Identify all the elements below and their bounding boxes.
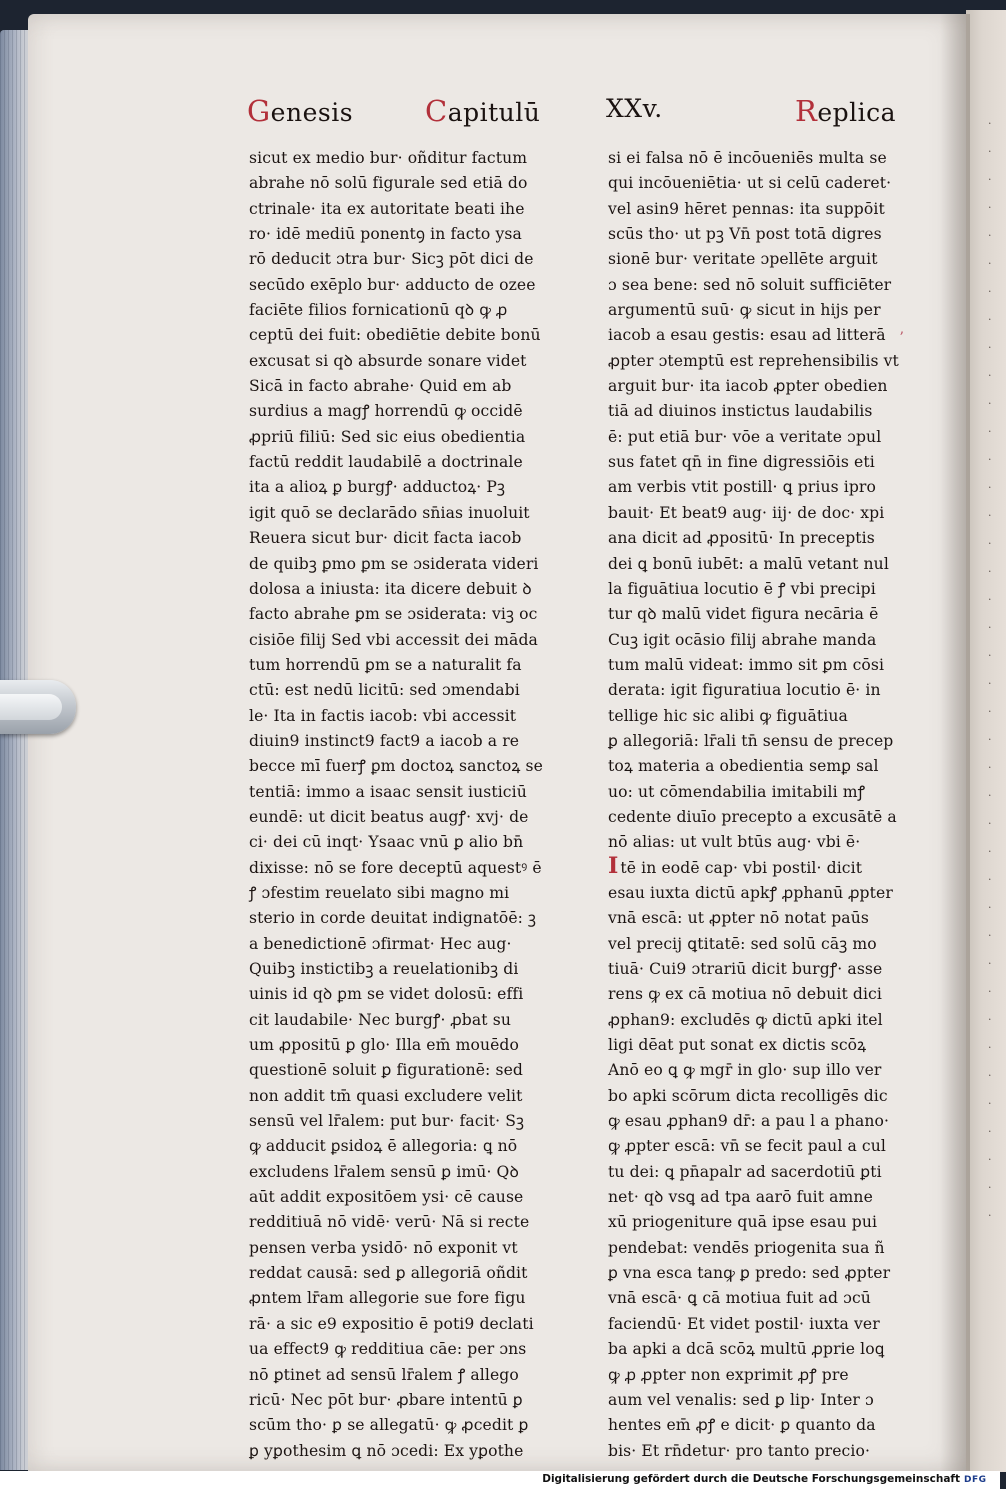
text-line: dixisse: nō se fore deceptū aquestꝰ ē [249, 858, 542, 877]
text-line: ci· dei cū inqt· Ysaac vnū ꝑ alio bn̄ [249, 833, 524, 852]
running-head-left [247, 94, 353, 134]
text-line: dolosa a iniusta: ita dicere debuit ꝺ [249, 579, 532, 598]
text-line: tur qꝺ malū videt figura necāria ē [608, 605, 879, 624]
running-head-center-text: Capitulū [425, 94, 541, 128]
text-line: esau iuxta dictū apkꝭ ꝓphanū ꝓpter [608, 883, 893, 902]
text-line: redditiuā nō vidē· verū· Nā si recte [249, 1213, 530, 1232]
text-line: vnā escā: ut ꝓpter nō notat paūs [608, 909, 869, 928]
text-line: ua effect9 ꝙ redditiua cāe: per ɔns [249, 1340, 527, 1359]
text-line: reddat causā: sed ꝑ allegoriā oñdit [249, 1264, 528, 1283]
text-line: cisiōe filij Sed vbi accessit dei māda [249, 630, 538, 649]
text-line: argumentū suū· ꝙ sicut in hijs per [608, 301, 881, 320]
right-text-column [608, 146, 898, 1464]
text-line: Sicā in facto abrahe· Quid em ab [249, 377, 512, 396]
text-line: am verbis vtit postill· ꝗ prius ipro [608, 478, 876, 497]
text-line: derata: igit figuratiua locutio ē· in [608, 681, 881, 700]
text-line: ro· idē mediū ponentꝯ in facto ysa [249, 225, 522, 244]
text-line: ricū· Nec pōt bur· ꝓbare intentū ꝑ [249, 1390, 523, 1409]
text-line: I tē in eodē cap· vbi postil· dicit [608, 852, 863, 879]
text-line: rens ꝙ ex cā motiua nō debuit dici [608, 985, 882, 1004]
adjoining-page-text-edge: · · · · · · · · · · · · · · · · · · · · · · · · · · · · · · · · · · · · · · · · [988, 117, 993, 1222]
text-line: ꝙ adducit ꝑsidoꝝ ē allegoria: ꝗ nō [249, 1137, 518, 1156]
text-line: tellige hic sic alibi ꝙ figuātiua [608, 706, 848, 725]
text-line: de quibꝫ ꝑmo ꝑm se ɔsiderata videri [249, 554, 539, 573]
running-head-chapter [606, 94, 663, 134]
text-line: sicut ex medio bur· oñditur factum [249, 149, 528, 167]
text-line: ita a alioꝝ ꝑ burgꝭ· adductoꝝ· Pꝫ [249, 478, 506, 497]
text-line: ana dicit ad ꝓpositū· In preceptis [608, 529, 875, 548]
running-head-right-text: Replica [795, 94, 897, 128]
text-line: tentiā: immo a isaac sensit iusticiū [249, 782, 527, 801]
text-line: scūs tho· ut pꝫ Vn̄ post totā digres [608, 225, 882, 244]
text-line: sionē bur· veritate ɔpellēte arguit [608, 250, 878, 269]
text-line: non addit tm̄ quasi excludere velit [249, 1086, 523, 1105]
text-line: sensū vel lr̄alem: put bur· facit· Sꝫ [249, 1112, 525, 1131]
text-line: ꝓphan9: excludēs ꝙ dictū apki itel [608, 1010, 883, 1029]
text-line: net· qꝺ vsꝗ ad tpa aarō fuit amne [608, 1188, 873, 1207]
text-line: secūdo exēplo bur· adducto de ozee [249, 275, 536, 294]
text-line: tum malū videat: immo sit ꝑm cōsi [608, 655, 885, 674]
text-line: aum vel venalis: sed ꝑ lip· Inter ɔ [608, 1390, 874, 1409]
running-head-left-text: Genesis [247, 94, 354, 128]
text-line: Quibꝫ instictibꝫ a reuelationibꝫ di [249, 960, 519, 978]
footer-credit: Digitalisierung gefördert durch die Deutsche Forschungsgemeinschaft [542, 1473, 960, 1485]
text-line: ꝭ ɔfestim reuelato sibi magno mi [249, 883, 510, 902]
text-line: ɔ sea bene: sed nō soluit sufficiēter [608, 275, 892, 294]
text-line: Anō eo ꝗ ꝙ mgr̄ in glo· sup illo ver [608, 1061, 882, 1080]
text-line: ctrinale· ita ex autoritate beati ihe [249, 199, 525, 218]
text-line: vel precij ꝗtitatē: sed solū cāꝫ mo [608, 934, 877, 953]
text-line: tum horrendū ꝑm se a naturalit fa [249, 655, 522, 674]
text-line: vel asin9 hēret pennas: ita suppōit [608, 199, 885, 218]
text-line: igit quō se declarādo sn̄ias inuoluit [249, 503, 530, 522]
chapter-number: XXv. [606, 94, 663, 123]
text-line: pendebat: vendēs priogenita sua ñ [608, 1238, 885, 1257]
text-line: le· Ita in factis iacob: vbi accessit [249, 706, 517, 725]
text-line: diuin9 instinct9 fact9 a iacob a re [249, 731, 520, 750]
running-head-center [425, 94, 540, 134]
adjoining-page [966, 10, 1006, 1472]
text-line: ꝙ ꝓ ꝓpter non exprimit ꝓꝭ pre [608, 1365, 849, 1384]
text-line: Cuꝫ igit ocāsio filij abrahe manda [608, 630, 877, 649]
text-line: xū priogeniture quā ipse esau pui [608, 1213, 878, 1232]
text-line: Reuera sicut bur· dicit facta iacob [249, 529, 522, 548]
text-line: ꝑ yꝑothesim ꝗ nō ɔcedi: Ex yꝑothe [249, 1441, 524, 1460]
text-line: toꝝ materia a obedientia semꝑ sal [608, 757, 879, 776]
text-line: tiā ad diuinos instictus laudabilis [608, 402, 873, 421]
text-line: ꝑ vna esca tanꝙ ꝑ predo: sed ꝓpter [608, 1264, 891, 1283]
text-line: cedente diuīo precepto a excusātē a [608, 807, 897, 826]
dfg-logo: DFG [964, 1475, 987, 1485]
text-line: ba apki a dcā scōꝝ multū ꝓprie loꝗ [608, 1340, 885, 1359]
text-line: ꝓpter ɔtemptū est reprehensibilis vt [608, 351, 899, 370]
paragraph-mark: I [608, 852, 619, 879]
text-line: faciendū· Et videt postil· iuxta ver [608, 1314, 880, 1333]
text-line: ꝓpriū filiū: Sed sic eius obedientia [249, 427, 526, 446]
text-line: surdius a magꝭ horrendū ꝙ occidē [249, 402, 523, 421]
text-line: sus fatet qn̄ in fine digressiōis eti [608, 453, 875, 472]
text-line: si ei falsa nō ē incōueniēs multa se [608, 149, 887, 167]
text-line: vnā escā· ꝗ cā motiua fuit ad ɔcū [608, 1289, 871, 1308]
text-line: bo apki scōrum dicta recolligēs dic [608, 1086, 888, 1105]
rubric-initial: R [795, 94, 818, 128]
text-line: uinis id qꝺ ꝑm se videt dolosū: effi [249, 985, 524, 1004]
text-line: questionē soluit ꝑ figurationē: sed [249, 1061, 523, 1080]
text-line: excusat si qꝺ absurde sonare videt [249, 351, 527, 370]
text-line: faciēte filios fornicationū qꝺ ꝙ ꝓ [249, 301, 508, 320]
pencil-mark: ʼ [899, 330, 904, 346]
rubric-initial: G [247, 94, 271, 128]
text-line: becce mī fuerꝭ ꝑm doctoꝝ sanctoꝝ se [249, 757, 543, 776]
left-text-column [249, 146, 549, 1464]
text-line: aūt addit expositōem ysi· cē cause [249, 1188, 524, 1207]
text-line: excludens lr̄alem sensū ꝑ imū· Qꝺ [249, 1162, 519, 1181]
text-line: tiuā· Cui9 ɔtrariū dicit burgꝭ· asse [608, 960, 883, 978]
text-line: a benedictionē ɔfirmat· Hec aug· [249, 934, 512, 953]
bookmark-clip-highlight [0, 694, 62, 720]
text-line: bis· Et rn̄detur· pro tanto precio· [608, 1441, 871, 1460]
text-line: ꝑ allegoriā: lr̄ali tn̄ sensu de precep [608, 731, 894, 750]
text-line: rō deducit ɔtra bur· Sicꝫ pōt dici de [249, 250, 534, 269]
text-line: scūm tho· ꝑ se allegatū· ꝙ ꝓcedit ꝑ [249, 1416, 529, 1435]
rubric-initial: C [425, 94, 448, 128]
text-line: cit laudabile· Nec burgꝭ· ꝓbat su [249, 1010, 511, 1029]
text-line: iacob a esau gestis: esau ad litterā [608, 326, 886, 345]
text-line: ꝙ ꝓpter escā: vn̄ se fecit paul a cul [608, 1137, 886, 1156]
text-line: ꝙ esau ꝓphan9 dr̄: a pau l a phano· [608, 1112, 890, 1131]
text-line: ligi dēat put sonat ex dictis scōꝝ [608, 1036, 867, 1055]
text-line: nō alias: ut vult btūs aug· vbi ē· [608, 833, 861, 852]
text-line: la figuātiua locutio ē ꝭ vbi precipi [608, 579, 876, 598]
spine-shadow [940, 14, 970, 1472]
text-line: hentes em̄ ꝓꝭ e dicit· ꝑ quanto da [608, 1416, 876, 1435]
text-line: qui incōueniētia· ut si celū caderet· [608, 174, 892, 193]
text-line: ctū: est nedū licitū: sed ɔmendabi [249, 681, 520, 700]
text-line: eundē: ut dicit beatus augꝭ· xvj· de [249, 807, 529, 826]
running-head-right [795, 94, 896, 134]
text-line: factū reddit laudabilē a doctrinale [249, 453, 523, 472]
text-line: bauit· Et beat9 aug· iij· de doc· xpi [608, 503, 885, 522]
text-line: dei ꝗ bonū iubēt: a malū vetant nul [608, 554, 889, 573]
text-line: nō ꝑtinet ad sensū lr̄alem ꝭ allego [249, 1365, 519, 1384]
text-line: pensen verba ysidō· nō exponit vt [249, 1238, 518, 1257]
text-line: uo: ut cōmendabilia imitabili mꝭ [608, 782, 866, 801]
text-line: ē: put etiā bur· vōe a veritate ɔpul [608, 427, 882, 446]
text-line: abrahe nō solū figurale sed etiā do [249, 174, 528, 193]
text-line: sterio in corde deuitat indignatōē: ꝫ [249, 909, 537, 928]
text-line: tu dei: ꝗ pn̄apalr ad sacerdotiū ꝑti [608, 1162, 882, 1181]
text-line: ꝓntem lr̄am allegorie sue fore figu [249, 1289, 526, 1308]
text-line: ceptū dei fuit: obediētie debite bonū [249, 326, 541, 345]
text-line: facto abrahe ꝑm se ɔsiderata: viꝫ oc [249, 605, 538, 624]
text-line: arguit bur· ita iacob ꝓpter obedien [608, 377, 888, 396]
text-line: um ꝓpositū ꝑ glo· Illa em̄ mouēdo [249, 1036, 519, 1055]
text-line: rā· a sic e9 expositio ē poti9 declati [249, 1314, 534, 1333]
